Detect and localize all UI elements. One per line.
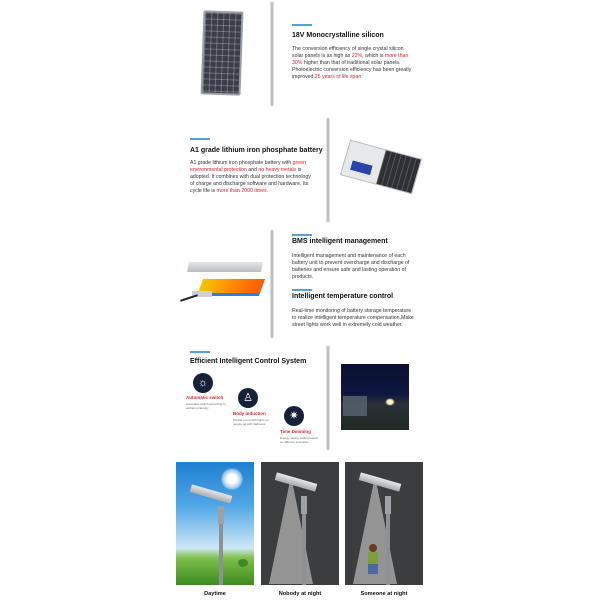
accent-bar — [190, 351, 210, 353]
person-icon: ♙ — [238, 388, 258, 408]
scene-caption: Someone at night — [360, 591, 408, 597]
solar-body: The conversion efficiency of single crystal silicon solar panels is as high as 22%, which is more than 30% higher than that of traditional solar panels. Photoelectric conversion efficiency has been greatly improved.25 years of life span. — [292, 46, 412, 80]
daytime-scene-image — [176, 462, 254, 585]
scene-caption: Nobody at night — [278, 591, 322, 597]
control-title: Efficient Intelligent Control System — [190, 358, 307, 365]
bms-body: Intelligent management and maintenance of each battery unit to prevent overcharge and discharge of batteries and ensure safe and lasting operation of products. — [292, 253, 410, 280]
feature-caption: Automatic switch according to ambient intensity — [186, 402, 226, 410]
divider-shadow — [326, 118, 330, 222]
sun-icon: ☼ — [193, 373, 213, 393]
accent-bar — [190, 138, 210, 140]
accent-bar — [292, 289, 312, 291]
accent-bar — [292, 234, 312, 236]
temp-body: Real-time monitoring of battery storage temperature to realize intelligent temperature compensation,Make street lights work well in extremely cold weather. — [292, 308, 414, 328]
feature-caption: Energy saving setting based on different scenarios — [280, 436, 318, 444]
battery-body: A1 grade lithium iron phosphate battery with green environmental protection and no heavy metals is adopted. It combines with dual protection technology of charge and discharge software and hardware. Its cycle life is more than 2000 times. — [190, 160, 311, 194]
bms-title: BMS intelligent management — [292, 238, 388, 245]
dimming-icon: ✷ — [284, 406, 304, 426]
walking-boy-figure — [365, 544, 381, 574]
feature-label: Time Dimming — [280, 429, 311, 434]
battery-cable — [180, 294, 198, 301]
battery-lid-image — [187, 262, 263, 272]
nobody-at-night-scene-image — [261, 462, 339, 585]
feature-caption: People come with lights on people go with darkness — [233, 418, 269, 426]
solar-panel-image — [201, 10, 244, 95]
divider-shadow — [326, 346, 330, 450]
night-street-image — [341, 364, 409, 430]
feature-label: Automatic switch — [186, 395, 224, 400]
divider-shadow — [270, 230, 274, 338]
feature-label: Body induction — [233, 411, 266, 416]
solar-title: 18V Monocrystalline silicon — [292, 32, 384, 39]
temp-title: Intelligent temperature control — [292, 293, 394, 300]
divider-shadow — [270, 2, 274, 106]
battery-title: A1 grade lithium iron phosphate battery — [190, 147, 323, 154]
accent-bar — [292, 24, 312, 26]
scene-caption: Daytime — [204, 591, 226, 597]
someone-at-night-scene-image — [345, 462, 423, 585]
controller-box-image — [340, 140, 422, 195]
